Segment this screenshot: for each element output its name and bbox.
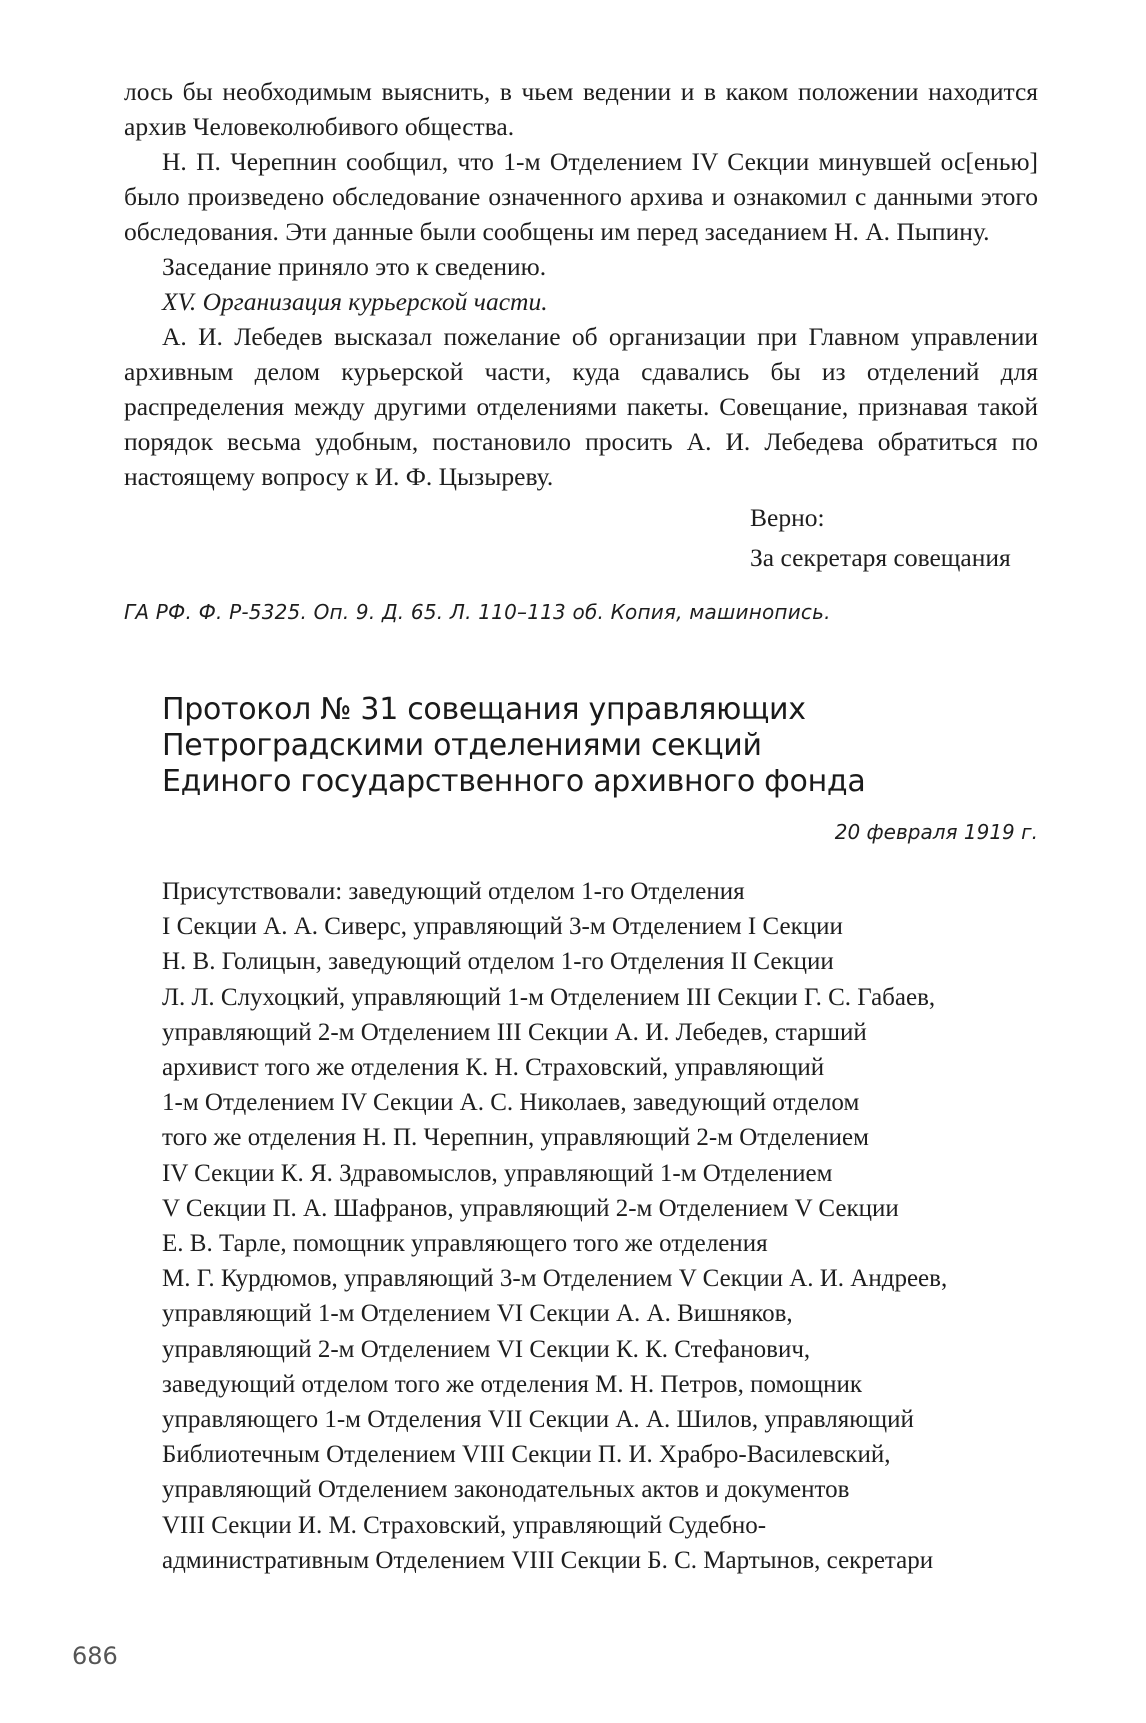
archive-source-note: ГА РФ. Ф. Р-5325. Оп. 9. Д. 65. Л. 110–113 об. Копия, машинопись.: [124, 600, 831, 624]
paragraph-cherepnin-report: Н. П. Черепнин сообщил, что 1-м Отделением IV Секции минувшей ос[енью] было произведено обследование означенного архива и ознакомил с данными этого обследования. Эти данные были сообщены им перед заседанием Н. А. Пыпину.: [124, 147, 1038, 246]
document-title: [162, 692, 1038, 800]
attendees-line: управляющий 2-м Отделением VI Секции К. К. Стефанович,: [162, 1335, 811, 1363]
document-date: 20 февраля 1919 г.: [834, 820, 1038, 844]
attendees-line: управляющего 1-м Отделения VII Секции А. А. Шилов, управляющий: [162, 1406, 914, 1434]
paragraph-lebedev-proposal: А. И. Лебедев высказал пожелание об организации при Главном управлении архивным делом курьерской части, куда сдавались бы из отделений для распределения между другими отделениями пакеты. Совещание, признавая такой порядок весьма удобным, постановило просить А. И. Лебедева обратиться по настоящему вопросу к И. Ф. Цызыреву.: [124, 322, 1038, 491]
attendees-line: Присутствовали: заведующий отделом 1-го Отделения: [162, 878, 745, 905]
paragraph-continuation: лось бы необходимым выяснить, в чьем ведении и в каком положении находится архив Человеколюбивого общества.: [124, 77, 1038, 141]
signature-verified: Верно:: [750, 503, 825, 532]
attendees-line: управляющий 1-м Отделением VI Секции А. А. Вишняков,: [162, 1300, 793, 1328]
signature-secretary: За секретаря совещания: [750, 543, 1011, 572]
attendees-line: VIII Секции И. М. Страховский, управляющий Судебно-: [162, 1511, 767, 1539]
attendees-line: заведующий отделом того же отделения М. Н. Петров, помощник: [162, 1370, 862, 1398]
paragraph-meeting-noted: Заседание приняло это к сведению.: [162, 252, 547, 281]
attendees-line: управляющий 2-м Отделением III Секции А. И. Лебедев, старший: [162, 1018, 867, 1046]
attendees-line: того же отделения Н. П. Черепнин, управляющий 2-м Отделением: [162, 1124, 869, 1152]
attendees-line: Н. В. Голицын, заведующий отделом 1-го Отделения II Секции: [162, 948, 834, 976]
document-title-line: Единого государственного архивного фонда: [162, 764, 866, 799]
signature-block: [750, 498, 1038, 578]
attendees-line: Библиотечным Отделением VIII Секции П. И. Храбро-Василевский,: [162, 1441, 891, 1469]
attendees-line: Е. В. Тарле, помощник управляющего того же отделения: [162, 1230, 768, 1258]
section-heading-xv: XV. Организация курьерской части.: [162, 287, 548, 316]
attendees-line: Л. Л. Слухоцкий, управляющий 1-м Отделением III Секции Г. С. Габаев,: [162, 983, 936, 1011]
attendees-line: V Секции П. А. Шафранов, управляющий 2-м Отделением V Секции: [162, 1194, 899, 1222]
attendees-line: управляющий Отделением законодательных актов и документов: [162, 1476, 850, 1504]
attendees-line: 1-м Отделением IV Секции А. С. Николаев, заведующий отделом: [162, 1089, 860, 1117]
attendees-line: архивист того же отделения К. Н. Страховский, управляющий: [162, 1054, 825, 1082]
attendees-line: М. Г. Курдюмов, управляющий 3-м Отделением V Секции А. И. Андреев,: [162, 1265, 948, 1293]
page-number: 686: [72, 1642, 118, 1670]
attendees-line: IV Секции К. Я. Здравомыслов, управляющий 1-м Отделением: [162, 1159, 833, 1187]
document-title-line: Петроградскими отделениями секций: [162, 728, 762, 763]
document-title-line: Протокол № 31 совещания управляющих: [162, 692, 806, 727]
attendees-list: [162, 874, 1038, 1578]
attendees-line: административным Отделением VIII Секции Б. С. Мартынов, секретари: [162, 1546, 934, 1574]
page-content: [124, 74, 1038, 1578]
attendees-line: I Секции А. А. Сиверс, управляющий 3-м Отделением I Секции: [162, 913, 843, 941]
